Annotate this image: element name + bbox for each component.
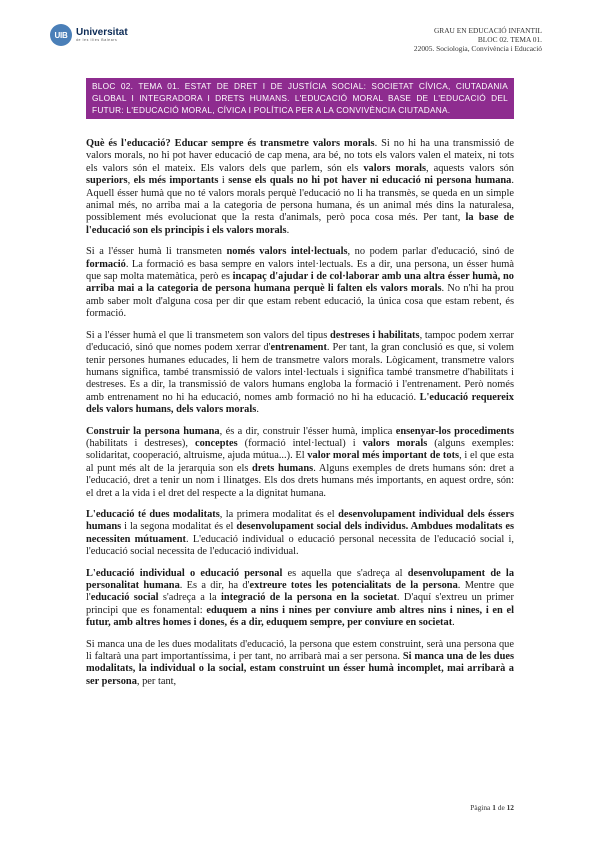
text-run: . Es a dir, ha d' [179,580,250,591]
text-run: . [256,404,259,416]
header-degree: GRAU EN EDUCACIÓ INFANTIL [433,26,542,35]
bold-text: sense els quals no hi pot haver ni educació ni persona humana [228,175,512,187]
paragraph [86,426,514,500]
text-run: . [286,224,290,236]
text-run: , [127,175,134,187]
paragraph [86,639,514,689]
text-run: (alguns exemples: solidaritat, cooperació, altruisme, ajuda mútua...). El [86,437,514,462]
bold-text: la base de l'educació son els principis i els valors morals [86,212,514,236]
page-footer [470,803,514,812]
footer-of: de [497,803,505,812]
bold-text: incapaç d'ajudar i de col·laborar amb una altra ésser humà, no arriba mai a la categoria de persona humana perquè li falten els valors morals [86,271,514,295]
bold-text: L'educació requereix dels valors humans, dels valors morals [86,391,514,416]
text-run: . Si no hi ha una transmissió de valors morals, no hi pot haver educació de cap mena, ara bé, no tots els valors valen el mateix, ni tots els valors són el mateix. Els valors dels que parlem, són els [86,138,515,174]
text-run: . Per tant, la gran conclusió es que, si volem tenir persones humanes educades, li hem de transmetre valors morals. Lògicament, transmetre valors humans significa, també transmissió de valors intel·lectuals i significa també transmetre d'habilitats i destreses. Es a dir, la transmissió de valors humans engloba la formació i l'entrenament. Però només amb entrenament no hi ha educació, nomes amb formació no hi ha educació. [86,342,514,403]
bold-text: Què és l'educació? Educar sempre és transmetre valors morals [86,138,375,149]
logo-name: Universitat [76,26,128,38]
text-run: , per tant, [136,675,177,687]
paragraph [86,330,514,417]
text-run: , i el que esta al punt més alt de la jerarquia son els [86,450,514,474]
bold-text: destreses i habilitats [330,329,420,341]
bold-text: entrenament [270,342,327,354]
paragraph [86,246,514,320]
text-run: Si a l'ésser humà li transmeten [86,246,227,258]
bold-text: Construir la persona humana [86,425,220,437]
document-header [414,26,542,53]
text-run: Si a l'ésser humà el que li transmetem son valors del tipus [86,329,331,341]
bold-text: desenvolupament de la personalitat humana [86,567,515,591]
bold-text: valors morals [362,437,428,449]
text-run: (habilitats i destreses), [86,437,195,449]
text-run: , aquests valors són [426,162,514,174]
bold-text: només valors intel·lectuals [226,246,348,258]
bold-text: ensenyar-los procediments [395,425,514,437]
footer-page-number: 1 [492,803,496,812]
text-run: s'adreça a la [158,592,221,604]
text-run: , no podem parlar d'educació, sinó de [347,246,514,258]
bold-text: els més importants [133,175,219,187]
text-run: (formació intel·lectual) i [237,437,363,449]
logo-subtitle: de les Illes Balears [76,37,118,42]
header-course: 22005. Sociologia, Convivència i Educació [413,44,542,53]
bold-text: superiors [86,175,128,187]
text-run: , és a dir, construir l'ésser humà, implica [219,425,396,437]
text-run: . No n'hi ha prou amb saber molt d'alguna cosa per dir que estam rebent educació, la única cosa que estam rebent, és formació. [86,283,514,320]
bold-text: educació social [90,592,159,604]
bold-text: Si manca una de les dues modalitats, la individual o la social, estam construint un ésser humà incomplet, mai arribarà a ser persona [86,651,515,687]
bold-text: L'educació individual o educació personal [86,567,283,579]
body-text [86,138,514,697]
bold-text: conceptes [194,437,238,449]
bold-text: valor moral més important de tots [307,450,460,462]
text-run: . D'aquí s'extreu un primer principi que es fonamental: [86,592,515,616]
bold-text: formació [86,258,126,270]
text-run: es aquella que s'adreça al [282,567,408,579]
bold-text: extreure totes les potencialitats de la persona [249,580,458,591]
bold-text: L'educació té dues modalitats [86,508,220,520]
university-logo [50,24,128,46]
text-run: . Aquell ésser humà que no té valors morals perquè l'educació no li ha transmès, se queda en un simple animal més, no arriba mai a la categoria de persona humana, és un animal més dins la naturalesa, possiblement més evolucionat que la resta d'animals, però poca cosa més. Per tant, [86,175,514,224]
footer-page-total: 12 [506,803,514,812]
text-run: , la primera modalitat és el [219,508,339,520]
paragraph [86,138,514,237]
bold-text: desenvolupament social dels individus. Ambdues modalitats es necessiten mútuament [86,521,514,545]
bold-text: integració de la persona en la societat [220,592,397,604]
logo-mark: UIB [50,24,72,46]
paragraph [86,568,514,630]
header-block: BLOC 02. TEMA 01. [477,35,542,44]
footer-page-label: Pàgina [470,803,491,812]
text-run: Si manca una de les dues modalitats d'educació, la persona que estem construint, serà una persona que li faltarà una part importantíssima, i per tant, no arribarà mai a ser persona. [86,638,514,663]
bold-text: eduquem a nins i nines per conviure amb altres nins i nines, i en el futur, amb altres homes i dones, és a dir, eduquem sempre, per conviure en societat [86,604,514,629]
text-run: . Alguns exemples de drets humans són: dret a l'educació, dret a tenir un nom i llinatges. Els dos drets humans més importants, en aquest ordre, són: el dret a la vida i el dret del respecte a la dignitat humana. [86,462,514,499]
paragraph [86,509,514,559]
section-title-banner: BLOC 02. TEMA 01. ESTAT DE DRET I DE JUSTÍCIA SOCIAL: SOCIETAT CÍVICA, CIUTADANIA GLOBAL I INTEGRADORA I DRETS HUMANS. L'EDUCACIÓ MORAL BASE DE L'EDUCACIÓ DEL FUTUR: L'EDUCACIÓ MORAL, CÍVICA I POLÍTICA PER A LA CONVIVÈNCIA CIUTADANA. [86,78,514,119]
text-run: . L'educació individual o educació personal necessita de l'educació social i, l'educació social necessita de l'educació individual. [86,533,514,558]
text-run: . [452,617,455,629]
text-run: , tampoc podem xerrar d'educació, sinó que nomes podem xerrar d' [86,329,514,354]
text-run: i la segona modalitat és el [121,521,237,533]
bold-text: drets humans [252,462,314,474]
text-run: i [218,175,229,187]
bold-text: valors morals [363,162,427,174]
text-run: . Mentre que l' [86,580,514,604]
text-run: . La formació es basa sempre en valors intel·lectuals. Es a dir, una persona, un ésser humà que sap molta matemàtica, però es [86,258,514,283]
bold-text: desenvolupament individual dels éssers humans [86,508,515,533]
